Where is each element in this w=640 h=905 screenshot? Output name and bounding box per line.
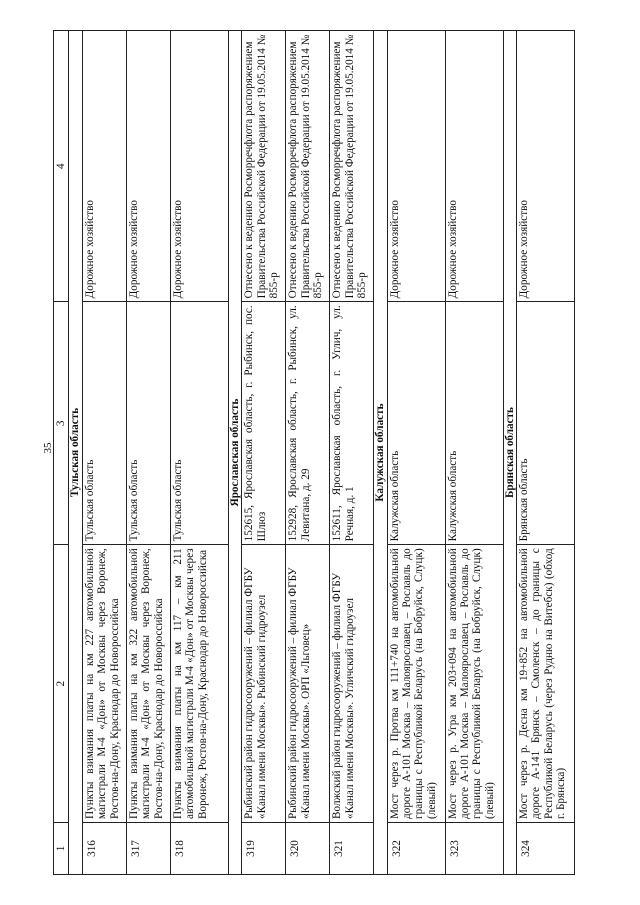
object-cell: Рыбинский район гидросооружений – филиал ФГБУ «Канал имени Москвы». Рыбинский гидроузел xyxy=(241,545,285,823)
row-number: 321 xyxy=(329,822,373,874)
location-cell: Калужская область xyxy=(445,302,503,545)
object-cell: Пункты взимания платы на км 117 – км 211 автомобильной магистрали М-4 «Дон» от Москвы через Воронеж, Ростов-на-Дону, Краснодар до Новороссийска xyxy=(170,545,228,823)
region-header-row xyxy=(503,31,516,875)
region-header: Калужская область xyxy=(373,31,386,875)
note-cell: Дорожное хозяйство xyxy=(516,31,574,302)
region-header-row xyxy=(68,31,81,875)
note-cell: Отнесено к ведению Росморречфлота распоряжением Правительства Российской Федерации от 19.05.2014 № 855-р xyxy=(241,31,285,302)
page-number: 35 xyxy=(42,442,54,454)
location-cell: 152928, Ярославская область, г. Рыбинск, ул. Левитана, д. 29 xyxy=(285,302,329,545)
region-header: Тульская область xyxy=(68,31,81,875)
note-cell: Дорожное хозяйство xyxy=(445,31,503,302)
note-cell: Дорожное хозяйство xyxy=(126,31,170,302)
row-number: 316 xyxy=(82,822,126,874)
note-cell: Дорожное хозяйство xyxy=(170,31,228,302)
row-number: 320 xyxy=(285,822,329,874)
object-cell: Пункты взимания платы на км 322 автомобильной магистрали М-4 «Дон» от Москвы через Воронеж, Ростов-на-Дону, Краснодар до Новороссийска xyxy=(126,545,170,823)
table-header-row xyxy=(53,31,68,875)
location-cell: 152611, Ярославская область, г. Углич, ул. Речная, д. 1 xyxy=(329,302,373,545)
object-cell: Волжский район гидросооружений – филиал ФГБУ «Канал имени Москвы». Угличский гидроузел xyxy=(329,545,373,823)
table-row xyxy=(329,31,373,875)
object-cell: Пункты взимания платы на км 227 автомобильной магистрали М-4 «Дон» от Москвы через Воронеж, Ростов-на-Дону, Краснодар до Новороссийска xyxy=(82,545,126,823)
rotated-page-content xyxy=(53,30,588,875)
note-cell: Дорожное хозяйство xyxy=(387,31,445,302)
table-row xyxy=(285,31,329,875)
location-cell: 152615, Ярославская область, г. Рыбинск, пос. Шлюз xyxy=(241,302,285,545)
object-cell: Мост через р. Десна км 19+852 на автомобильной дороге А-141 Брянск – Смоленск – до границы с Республикой Беларусь (через Рудню на Витебск) (обход г. Брянска) xyxy=(516,545,574,823)
table-row xyxy=(170,31,228,875)
table-row xyxy=(82,31,126,875)
region-header-row xyxy=(373,31,386,875)
object-cell: Мост через р. Угра км 203+094 на автомобильной дороге А-101 Москва – Малоярославец – Рославль до границы с Республикой Беларусь (на Бобруйск, Слуцк) (левый) xyxy=(445,545,503,823)
object-cell: Мост через р. Протва км 111+740 на автомобильной дороге А-101 Москва – Малоярославец – Рославль до границы с Республикой Беларусь (на Бобруйск, Слуцк) (левый) xyxy=(387,545,445,823)
region-header: Брянская область xyxy=(503,31,516,875)
note-cell: Отнесено к ведению Росморречфлота распоряжением Правительства Российской Федерации от 19.05.2014 № 855-р xyxy=(285,31,329,302)
location-cell: Тульская область xyxy=(82,302,126,545)
column-header: 4 xyxy=(53,31,68,302)
table-row xyxy=(126,31,170,875)
location-cell: Тульская область xyxy=(126,302,170,545)
row-number: 318 xyxy=(170,822,228,874)
location-cell: Тульская область xyxy=(170,302,228,545)
region-header-row xyxy=(228,31,241,875)
column-header: 2 xyxy=(53,545,68,823)
objects-table xyxy=(53,30,575,875)
table-row xyxy=(445,31,503,875)
table-row xyxy=(241,31,285,875)
note-cell: Дорожное хозяйство xyxy=(82,31,126,302)
column-header: 1 xyxy=(53,822,68,874)
row-number: 322 xyxy=(387,822,445,874)
note-cell: Отнесено к ведению Росморречфлота распоряжением Правительства Российской Федерации от 19.05.2014 № 855-р xyxy=(329,31,373,302)
row-number: 317 xyxy=(126,822,170,874)
row-number: 324 xyxy=(516,822,574,874)
region-header: Ярославская область xyxy=(228,31,241,875)
location-cell: Калужская область xyxy=(387,302,445,545)
row-number: 323 xyxy=(445,822,503,874)
table-row xyxy=(516,31,574,875)
object-cell: Рыбинский район гидросооружений – филиал ФГБУ «Канал имени Москвы». ОРП «Льговец» xyxy=(285,545,329,823)
row-number: 319 xyxy=(241,822,285,874)
table-row xyxy=(387,31,445,875)
location-cell: Брянская область xyxy=(516,302,574,545)
column-header: 3 xyxy=(53,302,68,545)
